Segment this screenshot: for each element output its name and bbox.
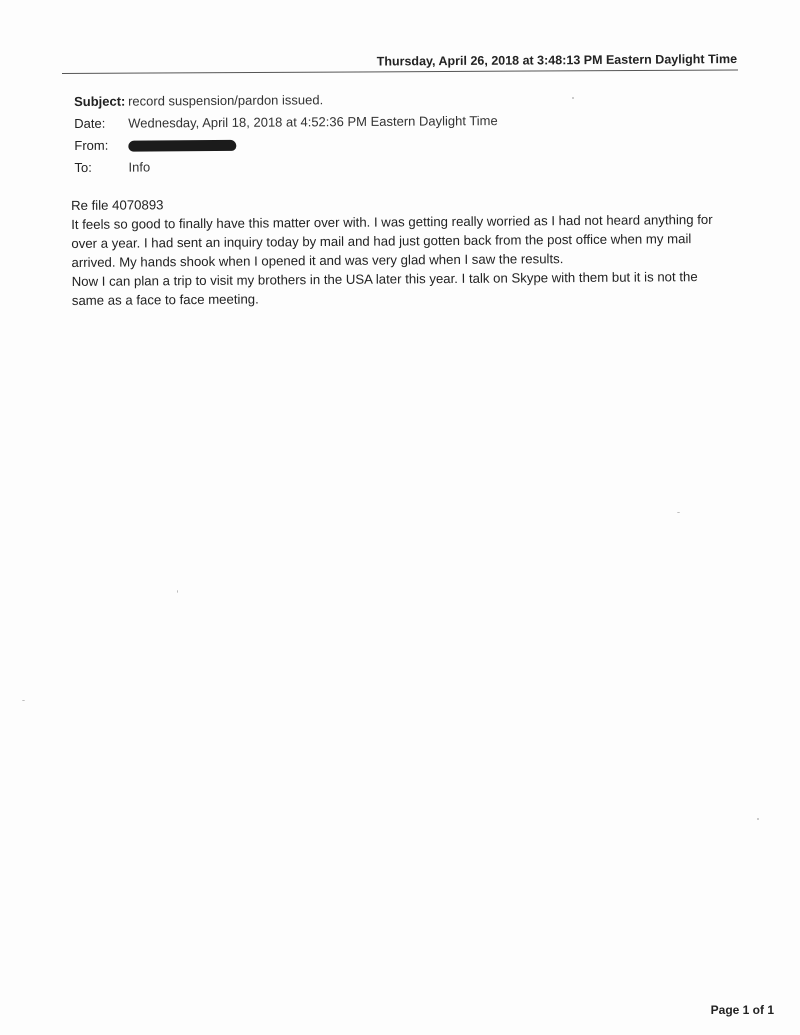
header-divider [62, 69, 738, 74]
scan-speck [757, 818, 759, 820]
subject-label: Subject: [74, 93, 126, 109]
date-value: Wednesday, April 18, 2018 at 4:52:36 PM Eastern Daylight Time [128, 113, 498, 131]
file-reference: Re file 4070893 [71, 197, 164, 213]
body-paragraph-2: Now I can plan a trip to visit my brothers in the USA later this year. I talk on Skype with them but it is not the same as a face to face meeting. [71, 269, 698, 308]
to-label: To: [74, 159, 92, 175]
body-paragraph-1: It feels so good to finally have this matter over with. I was getting really worried as I had not heard anything for over a year. I had sent an inquiry today by mail and had just gotten back from the post office when my mail arrived. My hands shook when I opened it and was very glad when I saw the results. [71, 211, 713, 270]
scan-speck [572, 97, 574, 99]
email-body [71, 191, 732, 310]
date-label: Date: [74, 115, 106, 131]
scan-speck [177, 590, 178, 593]
from-label: From: [74, 137, 109, 153]
scan-speck [22, 700, 25, 701]
page-number: Page 1 of 1 [710, 1003, 774, 1017]
print-timestamp: Thursday, April 26, 2018 at 3:48:13 PM Eastern Daylight Time [376, 52, 738, 69]
redacted-sender [128, 140, 237, 152]
subject-value: record suspension/pardon issued. [127, 92, 324, 109]
to-value: Info [128, 159, 151, 175]
email-header-fields [74, 92, 498, 182]
scan-speck [677, 512, 680, 513]
